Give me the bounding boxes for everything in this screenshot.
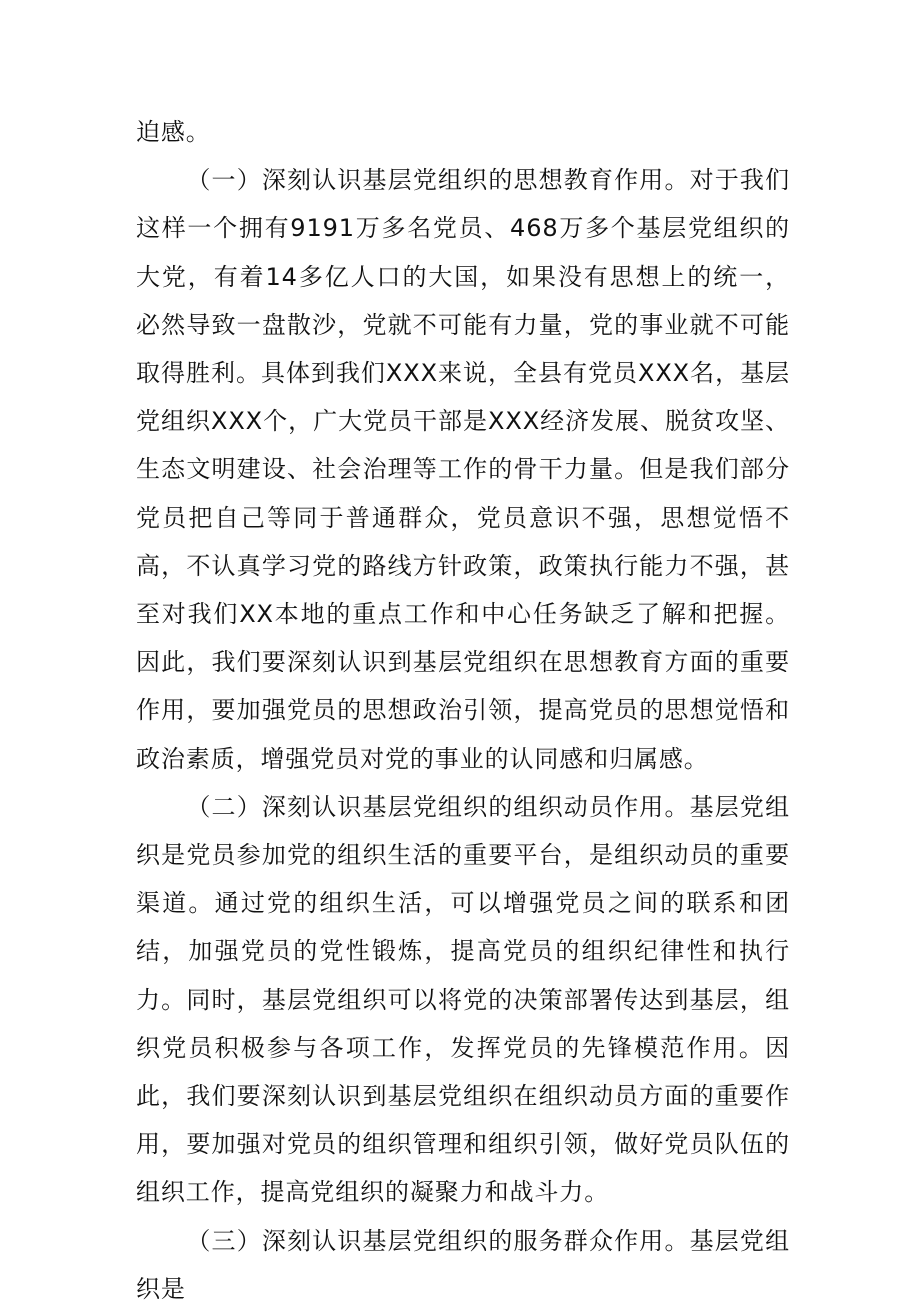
paragraph-ideological-education: （一）深刻认识基层党组织的思想教育作用。对于我们这样一个拥有9191万多名党员、468万多个基层党组织的大党，有着14多亿人口的大国，如果没有思想上的统一，必然导致一盘散沙，党就不可能有力量，党的事业就不可能取得胜利。具体到我们XXX来说，全县有党员XXX名，基层党组织XXX个，广大党员干部是XXX经济发展、脱贫攻坚、生态文明建设、社会治理等工作的骨干力量。但是我们部分党员把自己等同于普通群众，党员意识不强，思想觉悟不高，不认真学习党的路线方针政策，政策执行能力不强，甚至对我们XX本地的重点工作和中心任务缺乏了解和把握。因此，我们要深刻认识到基层党组织在思想教育方面的重要作用，要加强党员的思想政治引领，提高党员的思想觉悟和政治素质，增强党员对党的事业的认同感和归属感。 bbox=[136, 166, 790, 773]
paragraph-serving-the-masses: （三）深刻认识基层党组织的服务群众作用。基层党组织是 bbox=[136, 1226, 790, 1303]
paragraph-organizational-mobilization: （二）深刻认识基层党组织的组织动员作用。基层党组织是党员参加党的组织生活的重要平台，是组织动员的重要渠道。通过党的组织生活，可以增强党员之间的联系和团结，加强党员的党性锻炼，提高党员的组织纪律性和执行力。同时，基层党组织可以将党的决策部署传达到基层，组织党员积极参与各项工作，发挥党员的先锋模范作用。因此，我们要深刻认识到基层党组织在组织动员方面的重要作用，要加强对党员的组织管理和组织引领，做好党员队伍的组织工作，提高党组织的凝聚力和战斗力。 bbox=[136, 792, 790, 1207]
paragraph-continuation: 迫感。 bbox=[136, 118, 211, 146]
document-body bbox=[136, 108, 790, 1313]
